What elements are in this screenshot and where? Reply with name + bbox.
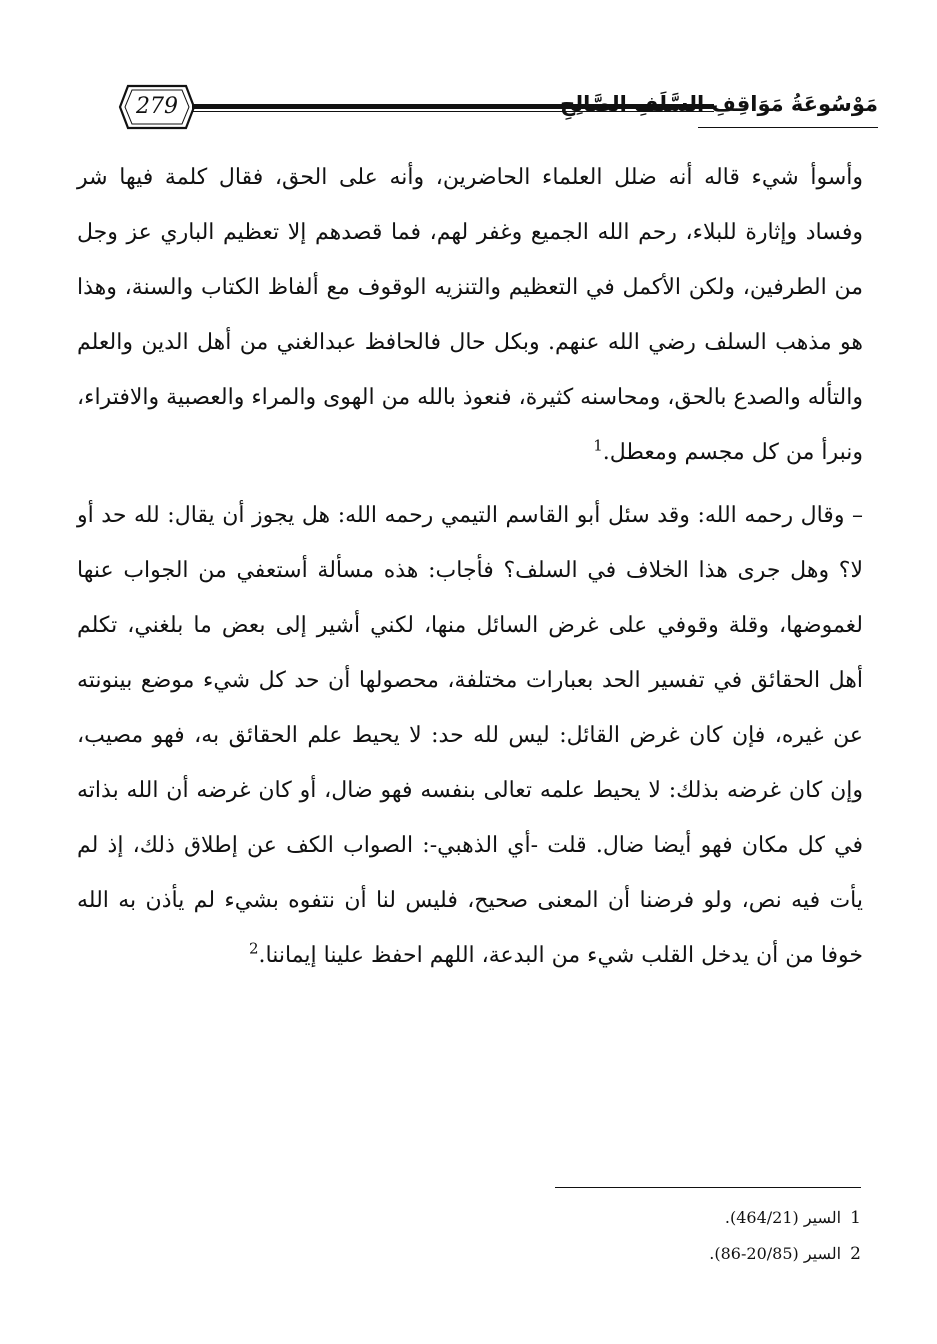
paragraph-1-text: وأسوأ شيء قاله أنه ضلل العلماء الحاضرين، وأنه على الحق، فقال كلمة فيها شر وفساد وإثارة للبلاء، رحم الله الجميع وغفر لهم، فما قصدهم إلا تعظيم الباري عز وجل من الطرفين، ولكن الأكمل في التعظيم والتنزيه الوقوف مع ألفاظ الكتاب والسنة، وهذا هو مذهب السلف رضي الله عنهم. وبكل حال فالحافظ عبدالغني من أهل الدين والعلم والتأله والصدع بالحق، ومحاسنه كثيرة، فنعوذ بالله من الهوى والمراء والعصبية والافتراء، ونبرأ من كل مجسم ومعطل. xyxy=(77,165,863,465)
paragraph-2 xyxy=(77,488,863,983)
footnote-text: السير (464/21). xyxy=(724,1208,842,1227)
footnote-1 xyxy=(440,1200,861,1236)
footnotes xyxy=(440,1200,861,1272)
page-number-badge xyxy=(118,84,196,130)
footnote-text: السير (20/85-86). xyxy=(709,1244,842,1263)
footnote-number: 1 xyxy=(850,1208,861,1228)
footnote-ref-2[interactable]: 2 xyxy=(249,939,259,958)
paragraph-2-text: – وقال رحمه الله: وقد سئل أبو القاسم التيمي رحمه الله: هل يجوز أن يقال: لله حد أو لا؟ وهل جرى هذا الخلاف في السلف؟ فأجاب: هذه مسألة أستعفي من الجواب عنها لغموضها، وقلة وقوفي على غرض السائل منها، لكني أشير إلى بعض ما بلغني، تكلم أهل الحقائق في تفسير الحد بعبارات مختلفة، محصولها أن حد كل شيء موضع بينونته عن غيره، فإن كان غرض القائل: ليس لله حد: لا يحيط علم الحقائق به، فهو مصيب، وإن كان غرضه بذلك: لا يحيط علمه تعالى بنفسه فهو ضال، أو كان غرضه أن الله بذاته في كل مكان فهو أيضا ضال. قلت -أي الذهبي-: الصواب الكف عن إطلاق ذلك، إذ لم يأت فيه نص، ولو فرضنا أن المعنى صحيح، فليس لنا أن نتفوه بشيء لم يأذن به الله خوفا من أن يدخل القلب شيء من البدعة، اللهم احفظ علينا إيماننا. xyxy=(77,503,863,968)
page-number: 279 xyxy=(136,94,178,119)
footnote-separator xyxy=(555,1187,861,1188)
series-title xyxy=(560,82,878,134)
paragraph-1 xyxy=(77,150,863,480)
main-text xyxy=(77,150,863,983)
series-title-text: مَوْسُوعَةُ مَوَاقِفِ السَّلَفِ الصَّالِحِ xyxy=(560,92,878,116)
footnote-2 xyxy=(440,1236,861,1272)
footnote-number: 2 xyxy=(850,1244,861,1264)
footnote-ref-1[interactable]: 1 xyxy=(593,436,603,455)
page-header xyxy=(118,78,878,142)
